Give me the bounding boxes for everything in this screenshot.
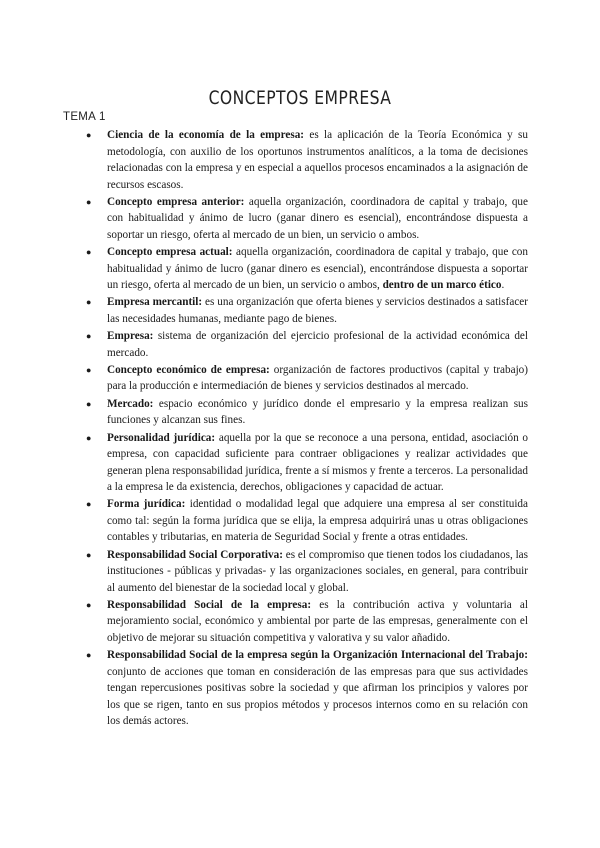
list-item [86,244,528,294]
term: Concepto empresa anterior: [107,195,245,208]
definition: espacio económico y jurídico donde el empresario y la empresa realizan sus funciones y alcanzan sus fines. [107,397,528,427]
bullet-icon: ● [86,599,92,610]
list-item [86,496,528,546]
bullet-icon: ● [86,196,92,207]
page-title: CONCEPTOS EMPRESA [208,86,392,109]
list-item [86,597,528,647]
bullet-icon: ● [86,130,92,140]
term: Concepto empresa actual: [107,246,233,259]
term: Responsabilidad Social Corporativa: [107,548,283,561]
bullet-icon: ● [86,432,92,443]
bullet-icon: ● [86,549,92,560]
definition: aquella organización, coordinadora de capital y trabajo, que con habitualidad y ánimo de lucro (ganar dinero es esencial), encontrándose dispuesta a soportar un riesgo, oferta al mercado de un bien, un servicio o ambos. [107,195,528,241]
definition: es la contribución activa y voluntaria al mejoramiento social, económico y ambiental por parte de las empresas, generalmente con el objetivo de mejorar su situación competitiva y valorativa y su valor añadido. [107,598,528,644]
bullet-icon: ● [86,499,92,510]
term: Forma jurídica: [107,498,186,511]
term: Empresa: [107,330,154,343]
term: Ciencia de la economía de la empresa: [107,129,305,141]
list-item [86,294,528,327]
definition: sistema de organización del ejercicio profesional de la actividad económica del mercado. [107,330,528,359]
term: Personalidad jurídica: [107,431,216,444]
list-item [86,194,528,244]
list-item [86,647,528,730]
list-item [86,547,528,597]
bullet-icon: ● [86,247,92,258]
term: Responsabilidad Social de la empresa según la Organización Internacional del Trabajo: [107,649,528,662]
definition-end: . [501,279,505,292]
term: Responsabilidad Social de la empresa: [107,598,312,611]
list-item [86,430,528,496]
term: Concepto económico de empresa: [107,363,270,376]
definition-emphasis: dentro de un marco ético [382,279,502,292]
definition: es una organización que oferta bienes y servicios destinados a satisfacer las necesidades humanas, mediante pago de bienes. [107,296,528,325]
bullet-icon: ● [86,398,92,409]
definition: es la aplicación de la Teoría Económica y su metodología, con auxilio de los oportunos instrumentos analíticos, a la toma de decisiones relacionadas con la empresa y en especial a aquellos procesos encaminados a la asignación de recursos escasos. [107,129,528,191]
definition: identidad o modalidad legal que adquiere una empresa al ser constituida como tal: según la forma jurídica que se elija, la empresa adquirirá unas u otras obligaciones contables y tributarias, en materia de Seguridad Social y frente a otras entidades. [107,498,528,544]
definitions-list [86,127,528,731]
definition: organización de factores productivos (capital y trabajo) para la producción e intermediación de bienes y servicios destinados al mercado. [107,363,529,393]
definition: conjunto de acciones que toman en consideración de las empresas para que sus actividades tengan repercusiones positivas sobre la sociedad y que afirman los principios y valores por los que se rigen, tanto en sus propios métodos y procesos internos como en su relación con los demás actores. [107,665,528,728]
definition: aquella por la que se reconoce a una persona, entidad, asociación o empresa, con capacidad suficiente para contraer obligaciones y realizar actividades que generan plena responsabilidad jurídica, frente a sí mismos y frente a terceros. La personalidad a la empresa le da existencia, derechos, obligaciones y capacidad de actuar. [107,431,529,494]
section-heading: TEMA 1 [63,111,106,123]
definition: aquella organización, coordinadora de capital y trabajo, que con habitualidad y ánimo de lucro (ganar dinero es esencial), encontrándose dispuesta a soportar un riesgo, oferta al mercado de un bien, un servicio o ambos, [107,246,528,292]
list-item [86,396,528,429]
bullet-icon: ● [86,331,92,342]
bullet-icon: ● [86,364,92,375]
term: Mercado: [107,397,154,410]
bullet-icon: ● [86,650,92,661]
list-item [86,127,528,193]
definition: es el compromiso que tienen todos los ciudadanos, las instituciones - públicas y privadas- y las organizaciones sociales, en general, para contribuir al aumento del bienestar de la sociedad local y global. [107,548,528,594]
bullet-icon: ● [86,297,92,308]
list-item [86,328,528,361]
term: Empresa mercantil: [107,296,203,309]
list-item [86,362,528,395]
